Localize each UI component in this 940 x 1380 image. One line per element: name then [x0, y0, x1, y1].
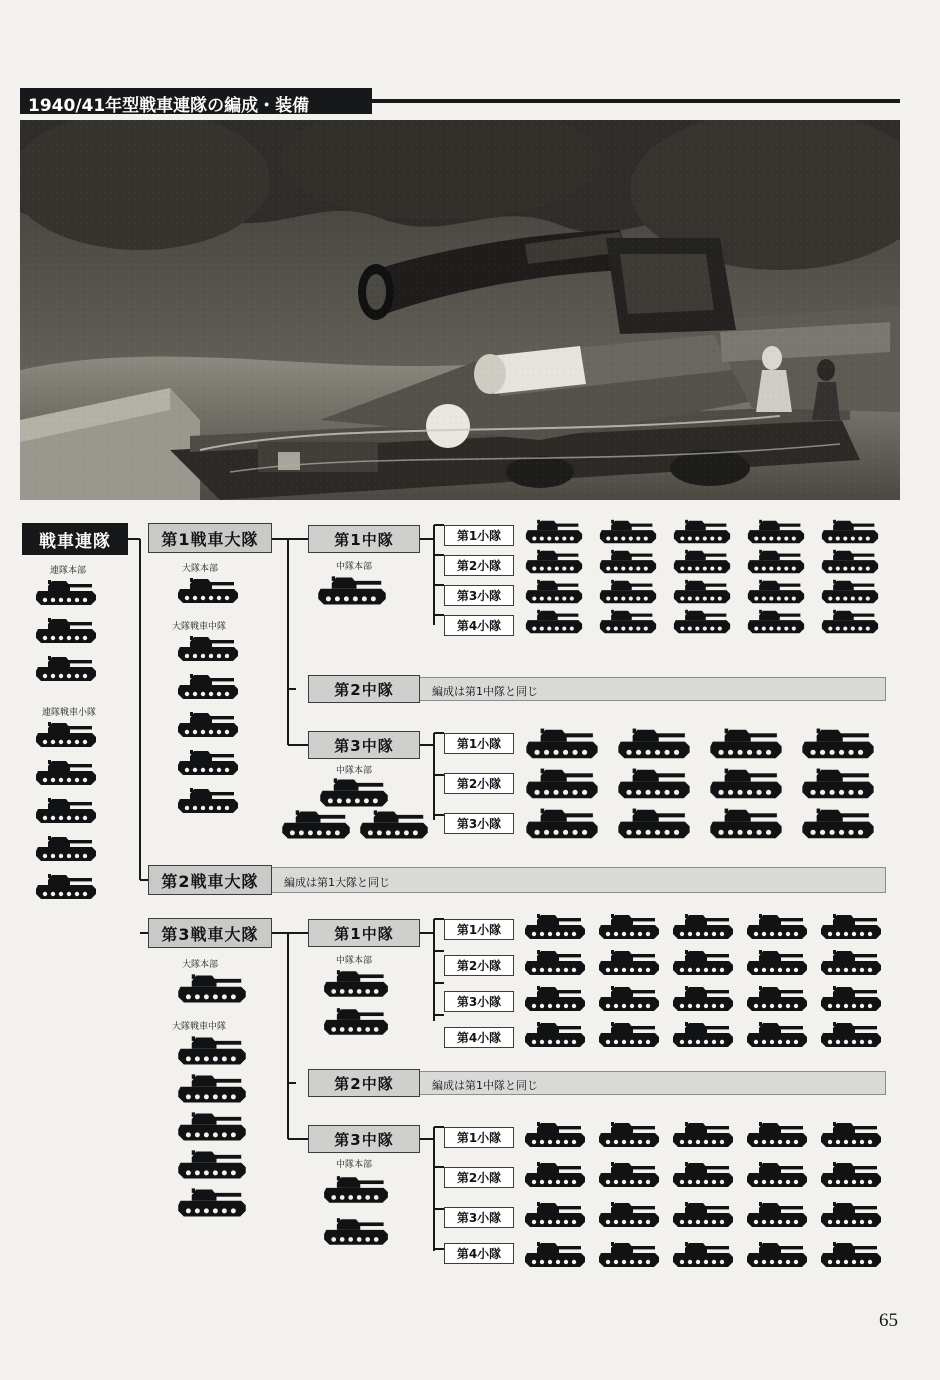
b1-c3-platoon-1-tank-icon: [612, 725, 696, 763]
b1-c1-platoon-1-box[interactable]: [444, 525, 514, 546]
b3-c3-platoon-2-tank-icon: [668, 1159, 738, 1191]
b3-c1-platoon-2-tank-icon: [594, 947, 664, 979]
b3-c3-platoon-2-box[interactable]: [444, 1167, 514, 1188]
b1-c1-platoon-1-label: 第1小隊: [456, 529, 502, 543]
b1-hq-tank-icon: [176, 575, 240, 607]
b1-c1-platoon-2-box[interactable]: [444, 555, 514, 576]
battalion-1-label: 第1戦車大隊: [161, 529, 259, 549]
b3-c3-platoon-3-tank-icon: [594, 1199, 664, 1231]
b1-c1-platoon-3-tank-icon: [816, 577, 884, 607]
battalion-1-hq-label: 大隊本部: [182, 564, 219, 574]
b3-c3-platoon-1-tank-icon: [742, 1119, 812, 1151]
b1-company-2-note: 編成は第1中隊と同じ: [432, 685, 538, 698]
b1-c1-platoon-2-tank-icon: [742, 547, 810, 577]
b3-c3-platoon-4-tank-icon: [520, 1239, 590, 1271]
b1-c1-platoon-2-tank-icon: [668, 547, 736, 577]
organization-chart: [0, 505, 940, 1305]
b1-c3-platoon-3-box[interactable]: [444, 813, 514, 834]
b1-company-1-label: 第1中隊: [334, 530, 394, 549]
b1-c1-platoon-3-tank-icon: [520, 577, 588, 607]
b1-c1-platoon-1-tank-icon: [520, 517, 588, 547]
battalion-3-box[interactable]: [148, 918, 272, 948]
b1-c1-platoon-3-tank-icon: [742, 577, 810, 607]
b3-c3-platoon-1-tank-icon: [816, 1119, 886, 1151]
b1-c3-platoon-1-tank-icon: [704, 725, 788, 763]
b1-c3-platoon-1-tank-icon: [520, 725, 604, 763]
b1-company-3-hq-label: 中隊本部: [336, 766, 373, 776]
b3-gun-company-tank-icon: [176, 1109, 248, 1145]
b3-c1-platoon-2-tank-icon: [816, 947, 886, 979]
b1-c3-platoon-1-tank-icon: [796, 725, 880, 763]
b3-c1-platoon-2-label: 第2小隊: [456, 959, 502, 973]
b3-c3-platoon-1-tank-icon: [594, 1119, 664, 1151]
b1-c1-platoon-3-tank-icon: [594, 577, 662, 607]
title-rule: [372, 99, 900, 103]
b1-c3-platoon-3-label: 第3小隊: [456, 817, 502, 831]
b1-c3-platoon-2-tank-icon: [796, 765, 880, 803]
b1-c1-platoon-4-tank-icon: [816, 607, 884, 637]
b3-c3-platoon-4-tank-icon: [742, 1239, 812, 1271]
b3-company-2-box[interactable]: [308, 1069, 420, 1097]
b1-c3-platoon-1-box[interactable]: [444, 733, 514, 754]
b3-gun-company-tank-icon: [176, 1185, 248, 1221]
b1-c3-platoon-3-tank-icon: [520, 805, 604, 843]
battalion-3-label: 第3戦車大隊: [161, 924, 259, 944]
b1-c3-hq-bottom-tank-icon: [358, 807, 430, 843]
regiment-label: 戦車連隊: [39, 531, 111, 552]
b1-c3-platoon-3-tank-icon: [612, 805, 696, 843]
b1-gun-company-tank-icon: [176, 709, 240, 741]
b3-c1-platoon-4-tank-icon: [668, 1019, 738, 1051]
b3-c3-platoon-1-tank-icon: [520, 1119, 590, 1151]
b3-company-1-hq-label: 中隊本部: [336, 956, 373, 966]
b3-c1-platoon-2-tank-icon: [520, 947, 590, 979]
regiment-hq-tank-icon: [34, 615, 98, 647]
b1-c3-platoon-2-tank-icon: [612, 765, 696, 803]
b3-c3-platoon-4-tank-icon: [816, 1239, 886, 1271]
b3-c1-platoon-1-tank-icon: [742, 911, 812, 943]
b3-c1-platoon-3-tank-icon: [816, 983, 886, 1015]
b3-c3-platoon-1-tank-icon: [668, 1119, 738, 1151]
b1-c1-platoon-2-label: 第2小隊: [456, 559, 502, 573]
b1-c1-platoon-2-tank-icon: [520, 547, 588, 577]
b1-c1-platoon-4-tank-icon: [520, 607, 588, 637]
battalion-3-hq-label: 大隊本部: [182, 960, 219, 970]
b3-c3-platoon-2-tank-icon: [520, 1159, 590, 1191]
b3-c1-platoon-3-box[interactable]: [444, 991, 514, 1012]
b3-c3-platoon-3-box[interactable]: [444, 1207, 514, 1228]
regiment-hq-tank-icon: [34, 577, 98, 609]
b3-c1-platoon-3-tank-icon: [668, 983, 738, 1015]
b3-c1-platoon-4-tank-icon: [816, 1019, 886, 1051]
b1-gun-company-tank-icon: [176, 785, 240, 817]
b1-c3-platoon-2-box[interactable]: [444, 773, 514, 794]
b1-company-1-box[interactable]: [308, 525, 420, 553]
regiment-signal-platoon-tank-icon: [34, 871, 98, 903]
b1-company-2-label: 第2中隊: [334, 680, 394, 699]
b3-company-3-box[interactable]: [308, 1125, 420, 1153]
b3-c1-platoon-1-tank-icon: [594, 911, 664, 943]
b3-c3-hq-tank-icon: [320, 1215, 392, 1249]
b3-c1-platoon-4-tank-icon: [594, 1019, 664, 1051]
page-title-bar: [20, 88, 900, 114]
b1-company-1-hq-label: 中隊本部: [336, 562, 373, 572]
regiment-box[interactable]: [22, 523, 128, 555]
b1-c1-platoon-1-tank-icon: [816, 517, 884, 547]
b1-c1-platoon-1-tank-icon: [594, 517, 662, 547]
b3-c3-platoon-1-label: 第1小隊: [456, 1131, 502, 1145]
title-black-plate: [20, 88, 372, 114]
b1-c3-platoon-2-label: 第2小隊: [456, 777, 502, 791]
b1-c3-platoon-1-label: 第1小隊: [456, 737, 502, 751]
b3-c1-platoon-4-tank-icon: [742, 1019, 812, 1051]
b3-company-3-hq-label: 中隊本部: [336, 1160, 373, 1170]
b1-c1-platoon-2-tank-icon: [816, 547, 884, 577]
b3-hq-tank-icon: [176, 971, 248, 1007]
b3-company-3-label: 第3中隊: [334, 1130, 394, 1149]
b3-c1-platoon-3-label: 第3小隊: [456, 995, 502, 1009]
b1-c1-platoon-3-box[interactable]: [444, 585, 514, 606]
b3-c3-platoon-2-label: 第2小隊: [456, 1171, 502, 1185]
b3-c1-platoon-2-box[interactable]: [444, 955, 514, 976]
b1-company-3-box[interactable]: [308, 731, 420, 759]
b3-c1-platoon-3-tank-icon: [594, 983, 664, 1015]
b3-gun-company-tank-icon: [176, 1147, 248, 1183]
b1-c3-hq-top-tank-icon: [318, 775, 390, 811]
b3-c3-hq-tank-icon: [320, 1173, 392, 1207]
b3-c1-platoon-4-tank-icon: [520, 1019, 590, 1051]
regiment-signal-platoon-tank-icon: [34, 719, 98, 751]
b3-c1-platoon-1-tank-icon: [520, 911, 590, 943]
b3-company-1-box[interactable]: [308, 919, 420, 947]
regiment-hq-tank-icon: [34, 653, 98, 685]
b3-c3-platoon-4-tank-icon: [594, 1239, 664, 1271]
b1-c1-platoon-1-tank-icon: [668, 517, 736, 547]
b1-c1-platoon-4-box[interactable]: [444, 615, 514, 636]
battalion-3-gun-company-label: 大隊戦車中隊: [172, 1022, 227, 1032]
b3-c1-platoon-4-label: 第4小隊: [456, 1031, 502, 1045]
b1-gun-company-tank-icon: [176, 633, 240, 665]
photo-artillery-gun: [20, 120, 900, 500]
b1-c3-platoon-2-tank-icon: [520, 765, 604, 803]
b1-c1-platoon-1-tank-icon: [742, 517, 810, 547]
b1-gun-company-tank-icon: [176, 747, 240, 779]
b3-c1-platoon-4-box[interactable]: [444, 1027, 514, 1048]
b1-c1-platoon-4-tank-icon: [668, 607, 736, 637]
battalion-2-box[interactable]: [148, 865, 272, 895]
b3-c3-platoon-3-tank-icon: [520, 1199, 590, 1231]
b3-c1-platoon-1-box[interactable]: [444, 919, 514, 940]
b3-c3-platoon-3-tank-icon: [742, 1199, 812, 1231]
b1-c3-hq-bottom-tank-icon: [280, 807, 352, 843]
b3-c1-platoon-3-tank-icon: [520, 983, 590, 1015]
b3-c1-platoon-2-tank-icon: [668, 947, 738, 979]
regiment-hq-label: 連隊本部: [50, 566, 87, 576]
b3-c3-platoon-2-tank-icon: [594, 1159, 664, 1191]
b1-gun-company-tank-icon: [176, 671, 240, 703]
page-title: 1940/41年型戦車連隊の編成・装備: [28, 96, 310, 116]
battalion-1-gun-company-label: 大隊戦車中隊: [172, 622, 227, 632]
b3-c3-platoon-2-tank-icon: [816, 1159, 886, 1191]
b3-company-1-label: 第1中隊: [334, 924, 394, 943]
b1-c1-platoon-2-tank-icon: [594, 547, 662, 577]
battalion-1-box[interactable]: [148, 523, 272, 553]
b1-c3-platoon-3-tank-icon: [796, 805, 880, 843]
page-number: 65: [879, 1310, 898, 1331]
b1-c1-platoon-4-tank-icon: [594, 607, 662, 637]
b3-company-2-label: 第2中隊: [334, 1074, 394, 1093]
b3-c1-hq-tank-icon: [320, 1005, 392, 1039]
b1-c1-hq-tank-icon: [316, 573, 388, 609]
regiment-signal-platoon-tank-icon: [34, 795, 98, 827]
battalion-2-label: 第2戦車大隊: [161, 871, 259, 891]
b1-c1-platoon-4-tank-icon: [742, 607, 810, 637]
regiment-signal-platoon-label: 連隊戦車小隊: [42, 708, 97, 718]
regiment-signal-platoon-tank-icon: [34, 833, 98, 865]
b3-c1-platoon-1-tank-icon: [668, 911, 738, 943]
b3-c3-platoon-1-box[interactable]: [444, 1127, 514, 1148]
b1-c1-platoon-3-label: 第3小隊: [456, 589, 502, 603]
b3-c3-platoon-4-label: 第4小隊: [456, 1247, 502, 1261]
b1-c1-platoon-3-tank-icon: [668, 577, 736, 607]
b3-c3-platoon-2-tank-icon: [742, 1159, 812, 1191]
b1-company-2-box[interactable]: [308, 675, 420, 703]
b3-c3-platoon-3-label: 第3小隊: [456, 1211, 502, 1225]
b3-gun-company-tank-icon: [176, 1033, 248, 1069]
regiment-signal-platoon-tank-icon: [34, 757, 98, 789]
b3-c3-platoon-3-tank-icon: [816, 1199, 886, 1231]
b3-c1-platoon-1-label: 第1小隊: [456, 923, 502, 937]
b3-c1-platoon-3-tank-icon: [742, 983, 812, 1015]
b1-c1-platoon-4-label: 第4小隊: [456, 619, 502, 633]
b3-c1-platoon-2-tank-icon: [742, 947, 812, 979]
b1-c3-platoon-2-tank-icon: [704, 765, 788, 803]
b3-c3-platoon-3-tank-icon: [668, 1199, 738, 1231]
battalion-2-note: 編成は第1大隊と同じ: [284, 876, 390, 889]
b3-company-2-note: 編成は第1中隊と同じ: [432, 1079, 538, 1092]
b3-c1-hq-tank-icon: [320, 967, 392, 1001]
b3-c3-platoon-4-tank-icon: [668, 1239, 738, 1271]
b1-company-3-label: 第3中隊: [334, 736, 394, 755]
b3-c1-platoon-1-tank-icon: [816, 911, 886, 943]
b3-gun-company-tank-icon: [176, 1071, 248, 1107]
b3-c3-platoon-4-box[interactable]: [444, 1243, 514, 1264]
b1-c3-platoon-3-tank-icon: [704, 805, 788, 843]
